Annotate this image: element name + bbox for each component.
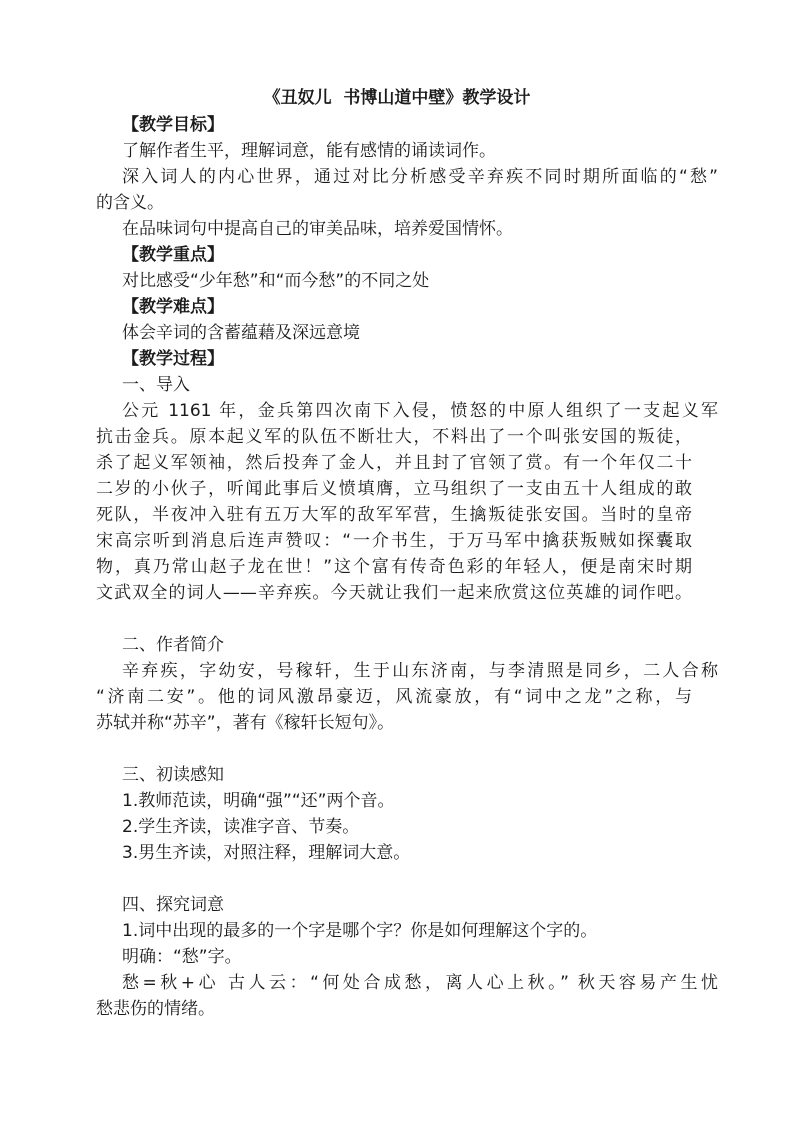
paragraph-line: 公元 1161 年，金兵第四次南下入侵，愤怒的中原人组织了一支起义军 xyxy=(122,401,718,421)
paragraph-line: 二岁的小伙子，听闻此事后义愤填膺，立马组织了一支由五十人组成的敢 xyxy=(96,479,692,499)
paragraph-line: 愁悲伤的情绪。 xyxy=(96,999,215,1019)
objective-line: 深入词人的内心世界，通过对比分析感受辛弃疾不同时期所面临的“愁” xyxy=(122,167,718,187)
list-item: 1.教师范读，明确“强”“还”两个音。 xyxy=(122,791,395,811)
heading-objectives: 【教学目标】 xyxy=(122,115,224,135)
list-item: 1.词中出现的最多的一个字是哪个字？你是如何理解这个字的。 xyxy=(122,921,598,941)
difficulty-line: 体会辛词的含蓄蕴藉及深远意境 xyxy=(122,323,360,343)
paragraph-line: 文武双全的词人——辛弃疾。今天就让我们一起来欣赏这位英雄的词作吧。 xyxy=(96,583,692,603)
objective-line: 在品味词句中提高自己的审美品味，培养爱国情怀。 xyxy=(122,219,513,239)
paragraph-line: 苏轼并称“苏辛”，著有《稼轩长短句》。 xyxy=(96,713,395,733)
heading-key-points: 【教学重点】 xyxy=(122,245,224,265)
list-item: 2.学生齐读，读准字音、节奏。 xyxy=(122,817,360,837)
heading-process: 【教学过程】 xyxy=(122,349,224,369)
document-title: 《丑奴儿 书博山道中壁》教学设计 xyxy=(263,88,531,108)
answer-line: 明确：“愁”字。 xyxy=(122,947,242,967)
paragraph-line: 愁=秋+心 古人云：“何处合成愁，离人心上秋。” 秋天容易产生忧 xyxy=(122,973,718,993)
paragraph-line: 宋高宗听到消息后连声赞叹：“一介书生，于万马军中擒获叛贼如探囊取 xyxy=(96,531,692,551)
key-point-line: 对比感受“少年愁”和“而今愁”的不同之处 xyxy=(122,271,430,291)
section-heading-intro: 一、导入 xyxy=(122,375,190,395)
paragraph-line: 物，真乃常山赵子龙在世！”这个富有传奇色彩的年轻人，便是南宋时期 xyxy=(96,557,692,577)
heading-difficulties: 【教学难点】 xyxy=(122,297,224,317)
paragraph-line: “济南二安”。他的词风激昂豪迈，风流豪放，有“词中之龙”之称，与 xyxy=(96,687,692,707)
objective-line: 的含义。 xyxy=(96,193,164,213)
paragraph-line: 杀了起义军领袖，然后投奔了金人，并且封了官领了赏。有一个年仅二十 xyxy=(96,453,692,473)
section-heading-first-reading: 三、初读感知 xyxy=(122,765,224,785)
list-item: 3.男生齐读，对照注释，理解词大意。 xyxy=(122,843,411,863)
paragraph-line: 辛弃疾，字幼安，号稼轩，生于山东济南，与李清照是同乡，二人合称 xyxy=(122,661,718,681)
section-heading-meaning: 四、探究词意 xyxy=(122,895,224,915)
paragraph-line: 死队，半夜冲入驻有五万大军的敌军军营，生擒叛徒张安国。当时的皇帝 xyxy=(96,505,692,525)
paragraph-line: 抗击金兵。原本起义军的队伍不断壮大，不料出了一个叫张安国的叛徒， xyxy=(96,427,692,447)
section-heading-author: 二、作者简介 xyxy=(122,635,224,655)
objective-line: 了解作者生平，理解词意，能有感情的诵读词作。 xyxy=(122,141,496,161)
